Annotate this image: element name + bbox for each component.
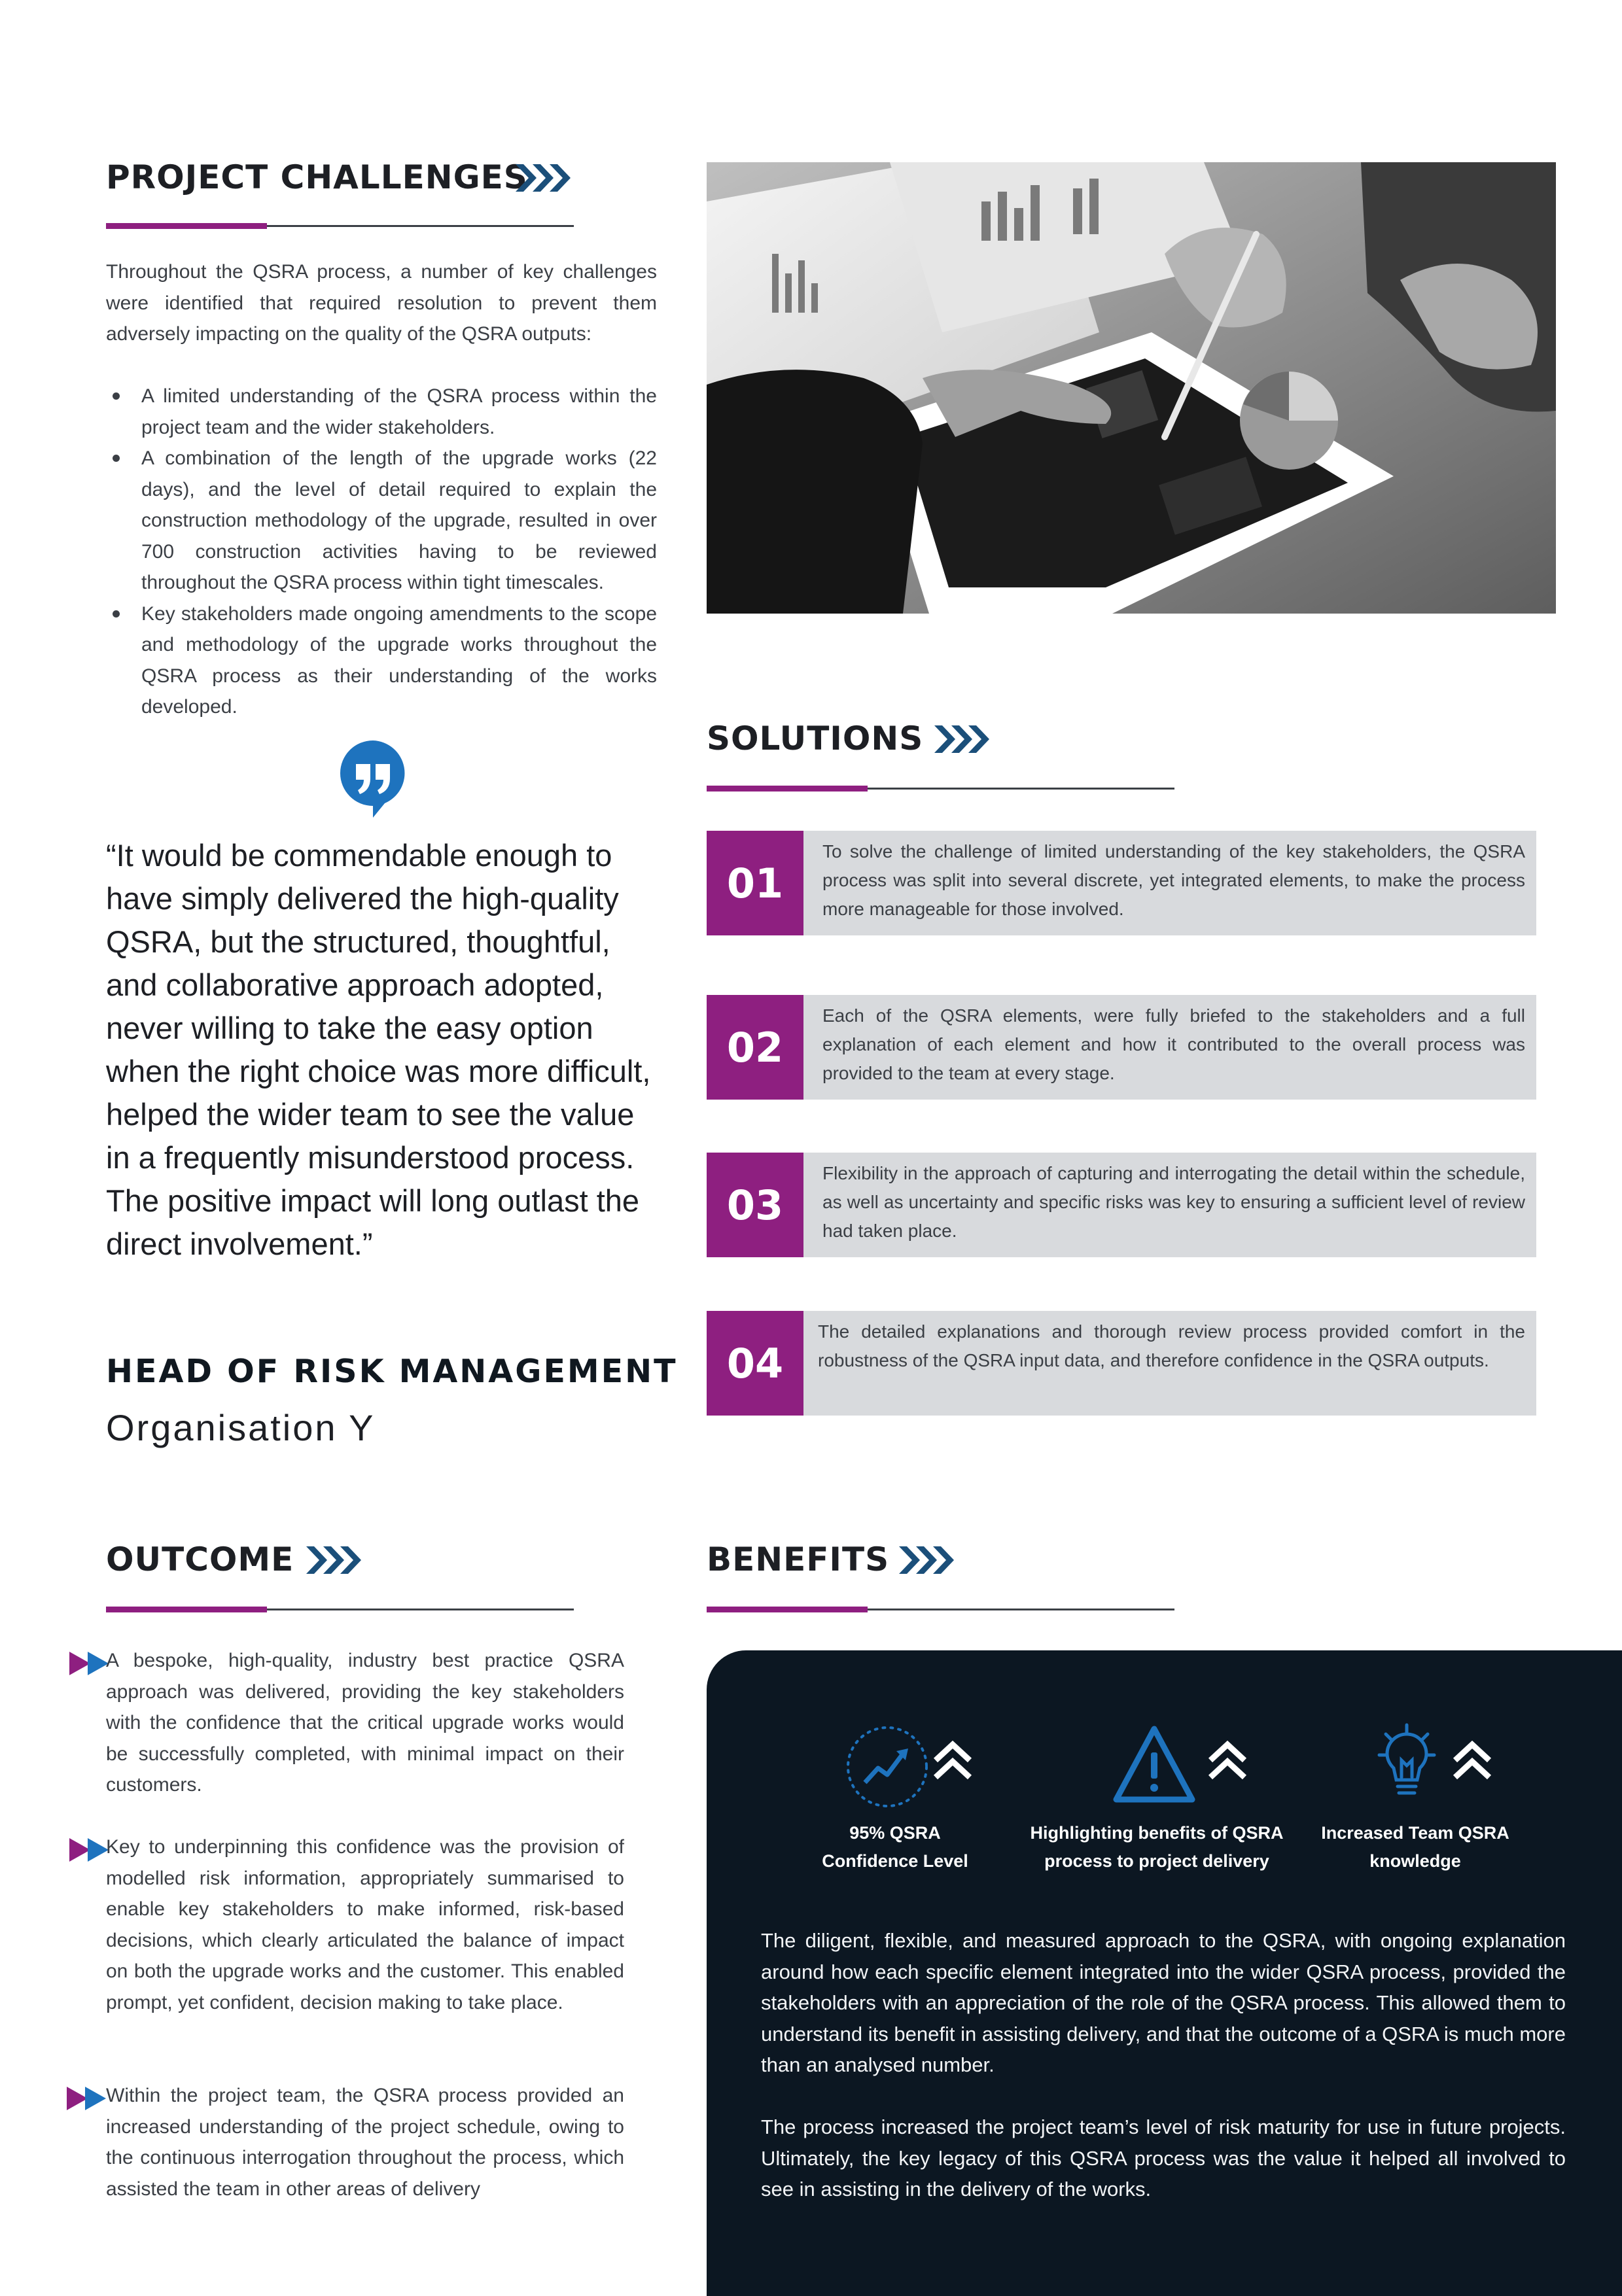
quote-icon — [338, 738, 408, 819]
benefits-paragraph-1: The diligent, flexible, and measured approach to the QSRA, with ongoing explanation around how each specific element integrated into the wider QSRA process, provided the stakeholders with an appreciation of the role of the QSRA process. This allowed them to understand its benefit in assisting delivery, and that the outcome of a QSRA is much more than an analysed number. — [761, 1929, 1566, 2076]
solution-number: 03 — [707, 1153, 803, 1257]
solution-number: 02 — [707, 995, 803, 1100]
testimonial-quote: “It would be commendable enough to have simply delivered the high-quality QSRA, but the structured, thoughtful, and collaborative approach adopted, never willing to take the easy option when the right choice was more difficult, helped the wider team to see the value in a frequently misunderstood process. The positive impact will long outlast the direct involvement.” — [106, 838, 651, 1261]
challenges-title: PROJECT CHALLENGES — [106, 158, 528, 196]
solutions-title: SOLUTIONS — [707, 720, 924, 757]
warning-icon — [1112, 1722, 1256, 1811]
solutions-divider — [707, 788, 1174, 790]
solution-card-04 — [707, 1311, 1536, 1416]
challenges-intro: Throughout the QSRA process, a number of key challenges were identified that required resolution to prevent them adversely impacting on the quality of the QSRA outputs: — [106, 261, 657, 345]
outcome-item: A bespoke, high-quality, industry best practice QSRA approach was delivered, providing the key stakeholders with the confidence that the critical upgrade works would be successfully completed, with minimal impact on their customers. — [106, 1650, 624, 1796]
solution-text: Flexibility in the approach of capturing and interrogating the detail within the schedule, as well as uncertainty and specific risks was key to ensuring a sufficient level of review had taken place. — [822, 1163, 1525, 1241]
list-item: A limited understanding of the QSRA process within the project team and the wider stakeholders. — [106, 381, 657, 443]
solution-number: 04 — [707, 1311, 803, 1416]
outcome-divider — [106, 1609, 574, 1610]
benefits-paragraph-2: The process increased the project team’s level of risk maturity for use in future projects. Ultimately, the key legacy of this QSRA process was the value it helped all involved to see in assisting in the delivery of the works. — [761, 2115, 1566, 2200]
benefit-line: 95% QSRA — [849, 1823, 941, 1843]
lightbulb-icon — [1374, 1722, 1505, 1811]
challenges-divider — [106, 225, 574, 227]
benefit-line: process to project delivery — [1044, 1851, 1269, 1871]
benefit-line: Highlighting benefits of QSRA — [1030, 1823, 1284, 1843]
outcome-item: Within the project team, the QSRA process provided an increased understanding of the project schedule, owing to the continuous interrogation throughout the process, which assisted the team in other areas of delivery — [106, 2085, 624, 2200]
solution-text: Each of the QSRA elements, were fully briefed to the stakeholders and a full explanation of each element and how it contributed to the overall process was provided to the team at every stage. — [822, 1005, 1525, 1083]
benefit-line: knowledge — [1369, 1851, 1461, 1871]
challenges-list — [106, 381, 657, 723]
list-item: Key stakeholders made ongoing amendments to the scope and methodology of the upgrade works throughout the QSRA process as their understanding of the works developed. — [106, 599, 657, 723]
solution-text: To solve the challenge of limited understanding of the key stakeholders, the QSRA process was split into several discrete, yet integrated elements, to make the process more manageable for those involved. — [822, 841, 1525, 919]
quote-author-organisation: Organisation Y — [106, 1407, 376, 1448]
solution-card-02 — [707, 995, 1536, 1100]
benefit-line: Confidence Level — [822, 1851, 968, 1871]
benefits-divider — [707, 1609, 1174, 1610]
benefit-label-2 — [1019, 1819, 1294, 1875]
chevrons-right-icon — [305, 1544, 364, 1576]
list-item: A combination of the length of the upgrade works (22 days), and the level of detail required to explain the construction methodology of the upgrade, resulted in over 700 construction activities having to be reviewed throughout the QSRA process within tight timescales. — [106, 443, 657, 599]
quote-author-role: HEAD OF RISK MANAGEMENT — [106, 1353, 678, 1390]
benefit-label-3 — [1278, 1819, 1553, 1875]
solution-text: The detailed explanations and thorough review process provided comfort in the robustness of the QSRA input data, and therefore confidence in the QSRA outputs. — [818, 1321, 1525, 1370]
chevrons-right-icon — [514, 162, 573, 194]
chevrons-right-icon — [933, 723, 992, 756]
benefit-line: Increased Team QSRA — [1321, 1823, 1509, 1843]
solution-number: 01 — [707, 831, 803, 935]
trend-chart-icon — [844, 1722, 975, 1811]
business-meeting-photo — [707, 162, 1556, 614]
solution-card-01 — [707, 831, 1536, 935]
benefits-title: BENEFITS — [707, 1540, 890, 1578]
outcome-title: OUTCOME — [106, 1540, 294, 1578]
benefits-panel — [707, 1650, 1622, 2296]
benefit-label-1 — [758, 1819, 1032, 1875]
solution-card-03 — [707, 1153, 1536, 1257]
double-arrow-bullet-icon — [65, 2085, 111, 2112]
chevrons-right-icon — [898, 1544, 957, 1576]
outcome-item: Key to underpinning this confidence was the provision of modelled risk information, appropriately summarised to enable key stakeholders to make informed, risk-based decisions, which clearly articulated the balance of impact on both the upgrade works and the customer. This enabled prompt, yet confident, decision making to take place. — [106, 1836, 624, 2013]
